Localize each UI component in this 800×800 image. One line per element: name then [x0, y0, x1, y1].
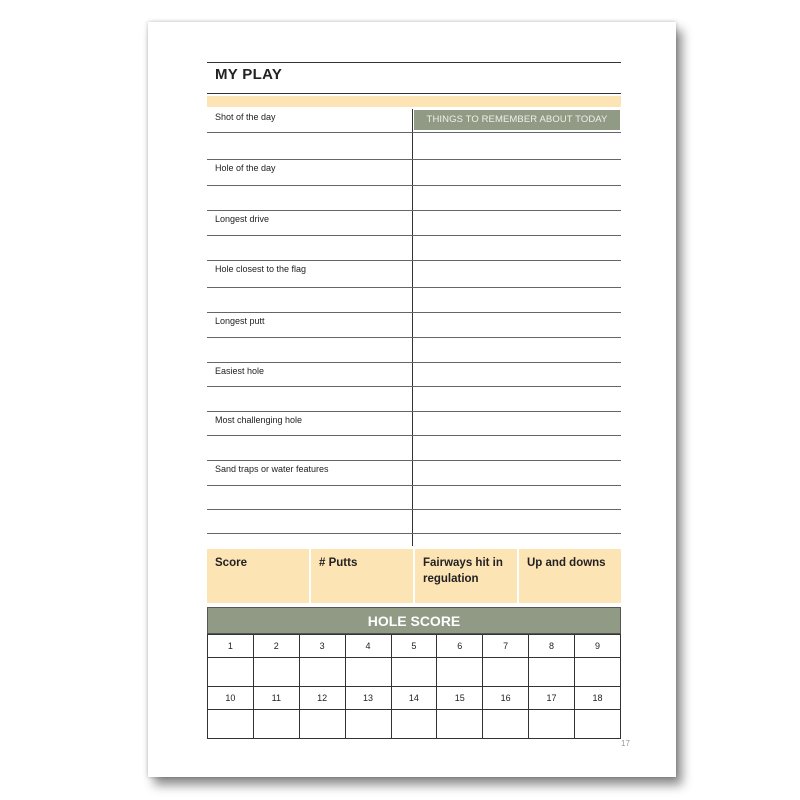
- score-cell[interactable]: [529, 658, 575, 687]
- hole-number: 7: [483, 635, 529, 658]
- hole-number: 10: [208, 687, 254, 710]
- score-cell[interactable]: [299, 710, 345, 739]
- score-cell[interactable]: [208, 710, 254, 739]
- hole-number: 13: [345, 687, 391, 710]
- score-cell[interactable]: [391, 710, 437, 739]
- writing-line[interactable]: [207, 260, 621, 261]
- score-box[interactable]: Score: [207, 549, 309, 603]
- prompt-longest-drive: Longest drive: [215, 214, 270, 224]
- title-bottom-rule: [207, 93, 621, 94]
- putts-box[interactable]: # Putts: [311, 549, 413, 603]
- writing-line[interactable]: [207, 132, 621, 133]
- prompt-longest-putt: Longest putt: [215, 316, 265, 326]
- score-cell[interactable]: [575, 710, 621, 739]
- prompt-closest-to-flag: Hole closest to the flag: [215, 264, 307, 274]
- prompt-sand-water: Sand traps or water features: [215, 464, 329, 474]
- hole-number: 16: [483, 687, 529, 710]
- hole-number: 17: [529, 687, 575, 710]
- writing-line[interactable]: [207, 210, 621, 211]
- score-cell[interactable]: [483, 658, 529, 687]
- score-cell[interactable]: [391, 658, 437, 687]
- hole-number: 8: [529, 635, 575, 658]
- prompt-hole-of-day: Hole of the day: [215, 163, 276, 173]
- writing-line[interactable]: [207, 460, 621, 461]
- score-cell[interactable]: [253, 658, 299, 687]
- hole-number: 3: [299, 635, 345, 658]
- journal-page: [148, 22, 676, 777]
- writing-line[interactable]: [207, 337, 621, 338]
- hole-number: 5: [391, 635, 437, 658]
- hole-number: 18: [575, 687, 621, 710]
- title-top-rule: [207, 62, 621, 63]
- score-cell[interactable]: [345, 710, 391, 739]
- stats-row: [207, 549, 621, 603]
- prompt-easiest-hole: Easiest hole: [215, 366, 265, 376]
- hole-number: 1: [208, 635, 254, 658]
- score-cell[interactable]: [483, 710, 529, 739]
- score-cell[interactable]: [208, 658, 254, 687]
- prompt-most-challenging-hole: Most challenging hole: [215, 415, 303, 425]
- column-divider: [412, 109, 413, 546]
- prompt-shot-of-day: Shot of the day: [215, 112, 276, 122]
- writing-line[interactable]: [207, 362, 621, 363]
- hole-number: 14: [391, 687, 437, 710]
- up-and-downs-box[interactable]: Up and downs: [519, 549, 621, 603]
- score-cell[interactable]: [299, 658, 345, 687]
- hole-number: 11: [253, 687, 299, 710]
- score-cell[interactable]: [437, 710, 483, 739]
- fairways-box[interactable]: Fairways hit in regulation: [415, 549, 517, 603]
- back-nine-scores: [208, 710, 621, 739]
- score-cell[interactable]: [253, 710, 299, 739]
- writing-line[interactable]: [207, 411, 621, 412]
- hole-number: 2: [253, 635, 299, 658]
- writing-line[interactable]: [207, 287, 621, 288]
- writing-line[interactable]: [207, 185, 621, 186]
- writing-line[interactable]: [207, 386, 621, 387]
- page-title: MY PLAY: [215, 66, 283, 83]
- things-to-remember-header: THINGS TO REMEMBER ABOUT TODAY: [414, 110, 620, 130]
- front-nine-numbers: [208, 635, 621, 658]
- hole-number: 12: [299, 687, 345, 710]
- hole-number: 15: [437, 687, 483, 710]
- writing-line[interactable]: [207, 509, 621, 510]
- score-cell[interactable]: [345, 658, 391, 687]
- score-cell[interactable]: [437, 658, 483, 687]
- page-number: 17: [621, 739, 630, 748]
- hole-score-table: [207, 634, 621, 739]
- hole-number: 4: [345, 635, 391, 658]
- writing-line[interactable]: [207, 435, 621, 436]
- front-nine-scores: [208, 658, 621, 687]
- header-band: [207, 96, 621, 107]
- writing-line[interactable]: [207, 533, 621, 534]
- score-cell[interactable]: [529, 710, 575, 739]
- hole-number: 6: [437, 635, 483, 658]
- writing-line[interactable]: [207, 312, 621, 313]
- writing-line[interactable]: [207, 485, 621, 486]
- score-cell[interactable]: [575, 658, 621, 687]
- hole-score-header: HOLE SCORE: [207, 607, 621, 634]
- hole-number: 9: [575, 635, 621, 658]
- writing-line[interactable]: [207, 159, 621, 160]
- back-nine-numbers: [208, 687, 621, 710]
- writing-line[interactable]: [207, 235, 621, 236]
